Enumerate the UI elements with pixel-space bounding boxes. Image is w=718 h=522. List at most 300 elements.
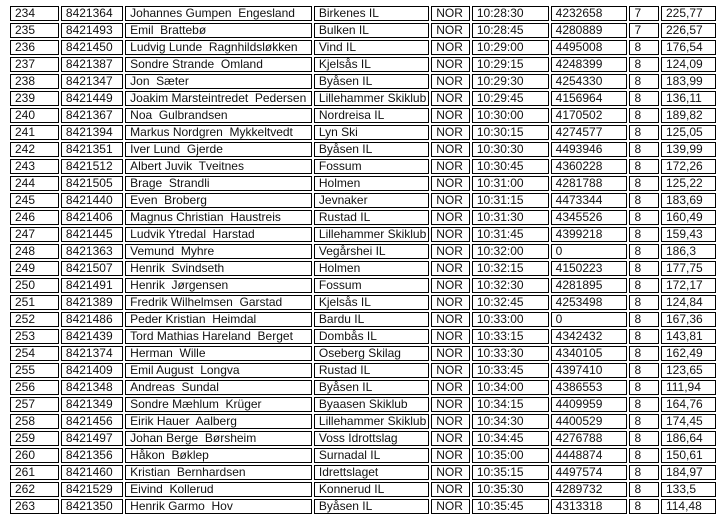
group-cell: 8: [629, 74, 659, 89]
table-row: [10, 108, 716, 123]
group-cell: 8: [629, 346, 659, 361]
group-cell: 7: [629, 23, 659, 38]
code-cell: 4497574: [551, 465, 628, 480]
code-cell: 4170502: [551, 108, 628, 123]
start_time-cell: 10:30:30: [472, 142, 549, 157]
group-cell: 8: [629, 108, 659, 123]
club-cell: Holmen: [314, 261, 429, 276]
license-cell: 8421394: [61, 125, 123, 140]
name-cell: Even Broberg: [125, 193, 312, 208]
bib-cell: 258: [10, 414, 59, 429]
start_time-cell: 10:33:30: [472, 346, 549, 361]
table-row: [10, 6, 716, 21]
points-cell: 150,61: [661, 448, 716, 463]
table-row: [10, 499, 716, 514]
points-cell: 164,76: [661, 397, 716, 412]
bib-cell: 257: [10, 397, 59, 412]
name-cell: Ludvik Ytredal Harstad: [125, 227, 312, 242]
group-cell: 8: [629, 363, 659, 378]
club-cell: Surnadal IL: [314, 448, 429, 463]
table-row: [10, 142, 716, 157]
nation-cell: NOR: [431, 499, 470, 514]
code-cell: 4281895: [551, 278, 628, 293]
name-cell: Noa Gulbrandsen: [125, 108, 312, 123]
club-cell: Lillehammer Skiklub: [314, 414, 429, 429]
bib-cell: 248: [10, 244, 59, 259]
nation-cell: NOR: [431, 193, 470, 208]
nation-cell: NOR: [431, 312, 470, 327]
code-cell: 4232658: [551, 6, 628, 21]
bib-cell: 255: [10, 363, 59, 378]
code-cell: 4281788: [551, 176, 628, 191]
group-cell: 8: [629, 482, 659, 497]
table-row: [10, 23, 716, 38]
bib-cell: 259: [10, 431, 59, 446]
club-cell: Bardu IL: [314, 312, 429, 327]
code-cell: 4360228: [551, 159, 628, 174]
name-cell: Eivind Kollerud: [125, 482, 312, 497]
group-cell: 8: [629, 210, 659, 225]
bib-cell: 256: [10, 380, 59, 395]
code-cell: 4276788: [551, 431, 628, 446]
points-cell: 124,09: [661, 57, 716, 72]
bib-cell: 247: [10, 227, 59, 242]
bib-cell: 250: [10, 278, 59, 293]
code-cell: 4253498: [551, 295, 628, 310]
points-cell: 226,57: [661, 23, 716, 38]
name-cell: Sondre Strande Omland: [125, 57, 312, 72]
table-row: [10, 40, 716, 55]
nation-cell: NOR: [431, 74, 470, 89]
table-row: [10, 329, 716, 344]
license-cell: 8421364: [61, 6, 123, 21]
table-row: [10, 363, 716, 378]
code-cell: 4473344: [551, 193, 628, 208]
table-row: [10, 431, 716, 446]
start_time-cell: 10:32:30: [472, 278, 549, 293]
code-cell: 0: [551, 312, 628, 327]
club-cell: Rustad IL: [314, 210, 429, 225]
name-cell: Brage Strandli: [125, 176, 312, 191]
points-cell: 225,77: [661, 6, 716, 21]
points-cell: 183,99: [661, 74, 716, 89]
club-cell: Lillehammer Skiklub: [314, 91, 429, 106]
table-row: [10, 193, 716, 208]
club-cell: Holmen: [314, 176, 429, 191]
license-cell: 8421491: [61, 278, 123, 293]
license-cell: 8421450: [61, 40, 123, 55]
license-cell: 8421374: [61, 346, 123, 361]
table-row: [10, 414, 716, 429]
code-cell: 4493946: [551, 142, 628, 157]
license-cell: 8421409: [61, 363, 123, 378]
code-cell: 4289732: [551, 482, 628, 497]
club-cell: Lyn Ski: [314, 125, 429, 140]
name-cell: Herman Wille: [125, 346, 312, 361]
table-row: [10, 397, 716, 412]
group-cell: 8: [629, 414, 659, 429]
code-cell: 4248399: [551, 57, 628, 72]
license-cell: 8421349: [61, 397, 123, 412]
name-cell: Johan Berge Børsheim: [125, 431, 312, 446]
points-cell: 174,45: [661, 414, 716, 429]
points-cell: 111,94: [661, 380, 716, 395]
code-cell: 4313318: [551, 499, 628, 514]
name-cell: Emil Brattebø: [125, 23, 312, 38]
table-row: [10, 482, 716, 497]
group-cell: 8: [629, 261, 659, 276]
club-cell: Vind IL: [314, 40, 429, 55]
name-cell: Albert Juvik Tveitnes: [125, 159, 312, 174]
start_time-cell: 10:34:30: [472, 414, 549, 429]
group-cell: 8: [629, 448, 659, 463]
points-cell: 184,97: [661, 465, 716, 480]
start_time-cell: 10:33:45: [472, 363, 549, 378]
name-cell: Henrik Jørgensen: [125, 278, 312, 293]
code-cell: 0: [551, 244, 628, 259]
name-cell: Iver Lund Gjerde: [125, 142, 312, 157]
bib-cell: 253: [10, 329, 59, 344]
start_time-cell: 10:32:45: [472, 295, 549, 310]
table-row: [10, 244, 716, 259]
name-cell: Magnus Christian Haustreis: [125, 210, 312, 225]
start-list-body: [10, 6, 716, 514]
club-cell: Vegårshei IL: [314, 244, 429, 259]
bib-cell: 260: [10, 448, 59, 463]
group-cell: 8: [629, 499, 659, 514]
points-cell: 167,36: [661, 312, 716, 327]
name-cell: Ludvig Lunde Ragnhildsløkken: [125, 40, 312, 55]
nation-cell: NOR: [431, 414, 470, 429]
bib-cell: 249: [10, 261, 59, 276]
nation-cell: NOR: [431, 431, 470, 446]
bib-cell: 235: [10, 23, 59, 38]
points-cell: 125,05: [661, 125, 716, 140]
points-cell: 176,54: [661, 40, 716, 55]
table-row: [10, 295, 716, 310]
nation-cell: NOR: [431, 380, 470, 395]
license-cell: 8421440: [61, 193, 123, 208]
license-cell: 8421350: [61, 499, 123, 514]
license-cell: 8421367: [61, 108, 123, 123]
table-row: [10, 210, 716, 225]
nation-cell: NOR: [431, 57, 470, 72]
name-cell: Peder Kristian Heimdal: [125, 312, 312, 327]
start_time-cell: 10:29:00: [472, 40, 549, 55]
nation-cell: NOR: [431, 159, 470, 174]
nation-cell: NOR: [431, 278, 470, 293]
points-cell: 124,84: [661, 295, 716, 310]
name-cell: Markus Nordgren Mykkeltvedt: [125, 125, 312, 140]
license-cell: 8421486: [61, 312, 123, 327]
start_time-cell: 10:33:00: [472, 312, 549, 327]
license-cell: 8421456: [61, 414, 123, 429]
bib-cell: 251: [10, 295, 59, 310]
license-cell: 8421387: [61, 57, 123, 72]
table-row: [10, 278, 716, 293]
start_time-cell: 10:31:00: [472, 176, 549, 191]
license-cell: 8421445: [61, 227, 123, 242]
table-row: [10, 125, 716, 140]
license-cell: 8421507: [61, 261, 123, 276]
name-cell: Henrik Garmo Hov: [125, 499, 312, 514]
license-cell: 8421347: [61, 74, 123, 89]
bib-cell: 262: [10, 482, 59, 497]
nation-cell: NOR: [431, 40, 470, 55]
name-cell: Vemund Myhre: [125, 244, 312, 259]
name-cell: Fredrik Wilhelmsen Garstad: [125, 295, 312, 310]
club-cell: Byåsen IL: [314, 499, 429, 514]
name-cell: Johannes Gumpen Engesland: [125, 6, 312, 21]
nation-cell: NOR: [431, 227, 470, 242]
bib-cell: 261: [10, 465, 59, 480]
club-cell: Fossum: [314, 278, 429, 293]
bib-cell: 244: [10, 176, 59, 191]
points-cell: 160,49: [661, 210, 716, 225]
license-cell: 8421356: [61, 448, 123, 463]
code-cell: 4386553: [551, 380, 628, 395]
table-row: [10, 380, 716, 395]
license-cell: 8421406: [61, 210, 123, 225]
table-row: [10, 346, 716, 361]
nation-cell: NOR: [431, 448, 470, 463]
code-cell: 4342432: [551, 329, 628, 344]
nation-cell: NOR: [431, 465, 470, 480]
license-cell: 8421493: [61, 23, 123, 38]
nation-cell: NOR: [431, 125, 470, 140]
bib-cell: 241: [10, 125, 59, 140]
group-cell: 8: [629, 193, 659, 208]
start_time-cell: 10:31:30: [472, 210, 549, 225]
points-cell: 162,49: [661, 346, 716, 361]
license-cell: 8421439: [61, 329, 123, 344]
name-cell: Henrik Svindseth: [125, 261, 312, 276]
club-cell: Fossum: [314, 159, 429, 174]
club-cell: Jevnaker: [314, 193, 429, 208]
bib-cell: 236: [10, 40, 59, 55]
bib-cell: 252: [10, 312, 59, 327]
nation-cell: NOR: [431, 261, 470, 276]
points-cell: 186,3: [661, 244, 716, 259]
license-cell: 8421505: [61, 176, 123, 191]
license-cell: 8421497: [61, 431, 123, 446]
points-cell: 143,81: [661, 329, 716, 344]
table-row: [10, 312, 716, 327]
points-cell: 189,82: [661, 108, 716, 123]
group-cell: 8: [629, 329, 659, 344]
group-cell: 8: [629, 40, 659, 55]
nation-cell: NOR: [431, 482, 470, 497]
nation-cell: NOR: [431, 23, 470, 38]
name-cell: Eirik Hauer Aalberg: [125, 414, 312, 429]
group-cell: 8: [629, 142, 659, 157]
club-cell: Birkenes IL: [314, 6, 429, 21]
club-cell: Byåsen IL: [314, 142, 429, 157]
group-cell: 8: [629, 465, 659, 480]
table-row: [10, 448, 716, 463]
nation-cell: NOR: [431, 176, 470, 191]
points-cell: 172,26: [661, 159, 716, 174]
name-cell: Andreas Sundal: [125, 380, 312, 395]
bib-cell: 238: [10, 74, 59, 89]
name-cell: Joakim Marsteintredet Pedersen: [125, 91, 312, 106]
group-cell: 8: [629, 397, 659, 412]
start_time-cell: 10:30:15: [472, 125, 549, 140]
table-row: [10, 261, 716, 276]
club-cell: Voss Idrottslag: [314, 431, 429, 446]
code-cell: 4345526: [551, 210, 628, 225]
code-cell: 4340105: [551, 346, 628, 361]
group-cell: 8: [629, 244, 659, 259]
table-row: [10, 465, 716, 480]
points-cell: 159,43: [661, 227, 716, 242]
club-cell: Byaasen Skiklub: [314, 397, 429, 412]
table-row: [10, 227, 716, 242]
points-cell: 114,48: [661, 499, 716, 514]
group-cell: 8: [629, 380, 659, 395]
bib-cell: 243: [10, 159, 59, 174]
code-cell: 4448874: [551, 448, 628, 463]
table-row: [10, 57, 716, 72]
start_time-cell: 10:35:00: [472, 448, 549, 463]
club-cell: Kjelsås IL: [314, 295, 429, 310]
group-cell: 8: [629, 278, 659, 293]
start_time-cell: 10:34:15: [472, 397, 549, 412]
start_time-cell: 10:35:30: [472, 482, 549, 497]
code-cell: 4409959: [551, 397, 628, 412]
table-row: [10, 74, 716, 89]
club-cell: Byåsen IL: [314, 74, 429, 89]
points-cell: 133,5: [661, 482, 716, 497]
license-cell: 8421529: [61, 482, 123, 497]
club-cell: Rustad IL: [314, 363, 429, 378]
license-cell: 8421389: [61, 295, 123, 310]
points-cell: 125,22: [661, 176, 716, 191]
start_time-cell: 10:28:30: [472, 6, 549, 21]
start_time-cell: 10:30:45: [472, 159, 549, 174]
club-cell: Dombås IL: [314, 329, 429, 344]
name-cell: Emil August Longva: [125, 363, 312, 378]
license-cell: 8421348: [61, 380, 123, 395]
code-cell: 4280889: [551, 23, 628, 38]
code-cell: 4397410: [551, 363, 628, 378]
name-cell: Kristian Bernhardsen: [125, 465, 312, 480]
start_time-cell: 10:29:15: [472, 57, 549, 72]
code-cell: 4400529: [551, 414, 628, 429]
start_time-cell: 10:33:15: [472, 329, 549, 344]
points-cell: 136,11: [661, 91, 716, 106]
code-cell: 4156964: [551, 91, 628, 106]
points-cell: 172,17: [661, 278, 716, 293]
group-cell: 8: [629, 91, 659, 106]
license-cell: 8421351: [61, 142, 123, 157]
club-cell: Byåsen IL: [314, 380, 429, 395]
start_time-cell: 10:35:15: [472, 465, 549, 480]
bib-cell: 239: [10, 91, 59, 106]
start_time-cell: 10:28:45: [472, 23, 549, 38]
group-cell: 8: [629, 227, 659, 242]
table-row: [10, 176, 716, 191]
start_time-cell: 10:29:30: [472, 74, 549, 89]
nation-cell: NOR: [431, 397, 470, 412]
bib-cell: 237: [10, 57, 59, 72]
points-cell: 177,75: [661, 261, 716, 276]
start_time-cell: 10:31:15: [472, 193, 549, 208]
start_time-cell: 10:35:45: [472, 499, 549, 514]
start_time-cell: 10:29:45: [472, 91, 549, 106]
club-cell: Nordreisa IL: [314, 108, 429, 123]
code-cell: 4495008: [551, 40, 628, 55]
nation-cell: NOR: [431, 210, 470, 225]
group-cell: 8: [629, 125, 659, 140]
group-cell: 8: [629, 312, 659, 327]
nation-cell: NOR: [431, 91, 470, 106]
points-cell: 123,65: [661, 363, 716, 378]
points-cell: 186,64: [661, 431, 716, 446]
group-cell: 8: [629, 295, 659, 310]
nation-cell: NOR: [431, 244, 470, 259]
start_time-cell: 10:32:15: [472, 261, 549, 276]
group-cell: 8: [629, 431, 659, 446]
start-list-table: [8, 4, 718, 516]
start_time-cell: 10:32:00: [472, 244, 549, 259]
club-cell: Oseberg Skilag: [314, 346, 429, 361]
group-cell: 7: [629, 6, 659, 21]
start_time-cell: 10:30:00: [472, 108, 549, 123]
club-cell: Kjelsås IL: [314, 57, 429, 72]
bib-cell: 254: [10, 346, 59, 361]
start_time-cell: 10:34:00: [472, 380, 549, 395]
club-cell: Konnerud IL: [314, 482, 429, 497]
name-cell: Sondre Mæhlum Krüger: [125, 397, 312, 412]
points-cell: 183,69: [661, 193, 716, 208]
group-cell: 8: [629, 176, 659, 191]
start_time-cell: 10:31:45: [472, 227, 549, 242]
bib-cell: 242: [10, 142, 59, 157]
bib-cell: 246: [10, 210, 59, 225]
points-cell: 139,99: [661, 142, 716, 157]
nation-cell: NOR: [431, 346, 470, 361]
name-cell: Tord Mathias Hareland Berget: [125, 329, 312, 344]
club-cell: Idrettslaget: [314, 465, 429, 480]
start_time-cell: 10:34:45: [472, 431, 549, 446]
bib-cell: 263: [10, 499, 59, 514]
name-cell: Håkon Bøklep: [125, 448, 312, 463]
club-cell: Bulken IL: [314, 23, 429, 38]
code-cell: 4399218: [551, 227, 628, 242]
bib-cell: 234: [10, 6, 59, 21]
code-cell: 4150223: [551, 261, 628, 276]
license-cell: 8421363: [61, 244, 123, 259]
bib-cell: 240: [10, 108, 59, 123]
nation-cell: NOR: [431, 363, 470, 378]
code-cell: 4274577: [551, 125, 628, 140]
license-cell: 8421460: [61, 465, 123, 480]
club-cell: Lillehammer Skiklub: [314, 227, 429, 242]
table-row: [10, 91, 716, 106]
table-row: [10, 159, 716, 174]
name-cell: Jon Sæter: [125, 74, 312, 89]
nation-cell: NOR: [431, 142, 470, 157]
nation-cell: NOR: [431, 108, 470, 123]
nation-cell: NOR: [431, 6, 470, 21]
group-cell: 8: [629, 159, 659, 174]
nation-cell: NOR: [431, 329, 470, 344]
bib-cell: 245: [10, 193, 59, 208]
nation-cell: NOR: [431, 295, 470, 310]
group-cell: 8: [629, 57, 659, 72]
license-cell: 8421449: [61, 91, 123, 106]
